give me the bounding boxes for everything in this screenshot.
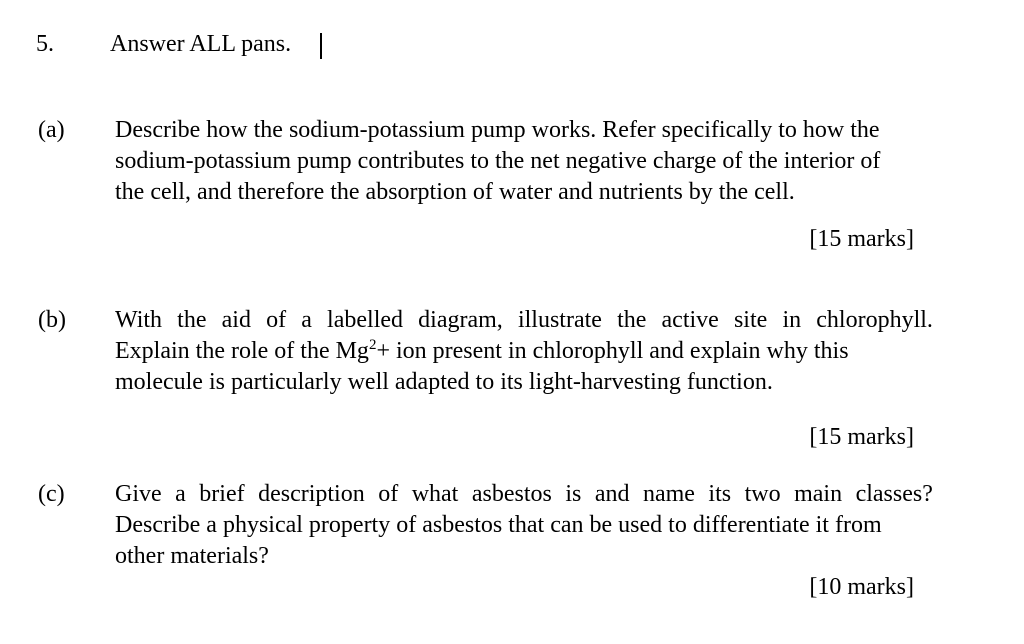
part-c-word: is bbox=[565, 481, 582, 507]
part-b-word: active bbox=[661, 307, 719, 333]
part-c-word: brief bbox=[199, 481, 245, 507]
part-b-line-3: molecule is particularly well adapted to its light-harvesting function. bbox=[115, 369, 773, 395]
part-a-line-2: sodium-potassium pump contributes to the net negative charge of the interior of bbox=[115, 148, 881, 174]
part-c-line-3: other materials? bbox=[115, 543, 269, 569]
part-a-text bbox=[115, 115, 933, 208]
part-b-word: illustrate bbox=[517, 307, 602, 333]
part-b-word: aid bbox=[221, 307, 251, 333]
part-b-line-1 bbox=[115, 305, 933, 336]
question-number: 5. bbox=[36, 31, 54, 57]
part-c-word: main bbox=[794, 481, 843, 507]
part-c-word: description bbox=[258, 481, 365, 507]
part-b-word: the bbox=[617, 307, 647, 333]
part-b-word: of bbox=[266, 307, 287, 333]
part-a-line-3: the cell, and therefore the absorption of water and nutrients by the cell. bbox=[115, 179, 795, 205]
part-b-word: labelled bbox=[327, 307, 404, 333]
text-cursor bbox=[320, 33, 322, 59]
part-c-marks: [10 marks] bbox=[809, 574, 914, 600]
part-b-word: a bbox=[301, 307, 312, 333]
part-c-word: two bbox=[744, 481, 781, 507]
part-b-marks: [15 marks] bbox=[809, 424, 914, 450]
question-instruction: Answer ALL pans. bbox=[110, 31, 292, 57]
part-c-word: of bbox=[378, 481, 399, 507]
part-c-word: its bbox=[708, 481, 732, 507]
part-b-line-2-end: + ion present in chlorophyll and explain why this bbox=[376, 338, 849, 364]
part-b-label: (b) bbox=[38, 307, 66, 333]
part-a-marks: [15 marks] bbox=[809, 226, 914, 252]
part-c-word: classes? bbox=[855, 481, 933, 507]
part-b-text bbox=[115, 305, 933, 398]
part-c-word: Give bbox=[115, 481, 162, 507]
part-b-word: in bbox=[782, 307, 802, 333]
part-b-word: the bbox=[177, 307, 207, 333]
part-a-label: (a) bbox=[38, 117, 65, 143]
part-b-line-2-start: Explain the role of the Mg bbox=[115, 338, 369, 364]
part-b-word: With bbox=[115, 307, 163, 333]
part-a-line-1: Describe how the sodium-potassium pump works. Refer specifically to how the bbox=[115, 117, 880, 143]
part-b-word: site bbox=[733, 307, 768, 333]
part-b-word: chlorophyll. bbox=[816, 307, 933, 333]
part-c-word: and bbox=[594, 481, 630, 507]
part-c-line-1 bbox=[115, 479, 933, 510]
mg-charge-superscript: 2 bbox=[368, 337, 377, 353]
part-c-word: a bbox=[175, 481, 186, 507]
part-c-word: name bbox=[642, 481, 695, 507]
part-b-word: diagram, bbox=[418, 307, 503, 333]
part-c-text bbox=[115, 479, 933, 572]
part-c-word: asbestos bbox=[471, 481, 552, 507]
part-b-line-2 bbox=[115, 336, 933, 367]
part-c-line-2: Describe a physical property of asbestos that can be used to differentiate it from bbox=[115, 512, 882, 538]
part-c-label: (c) bbox=[38, 481, 65, 507]
part-c-word: what bbox=[411, 481, 459, 507]
